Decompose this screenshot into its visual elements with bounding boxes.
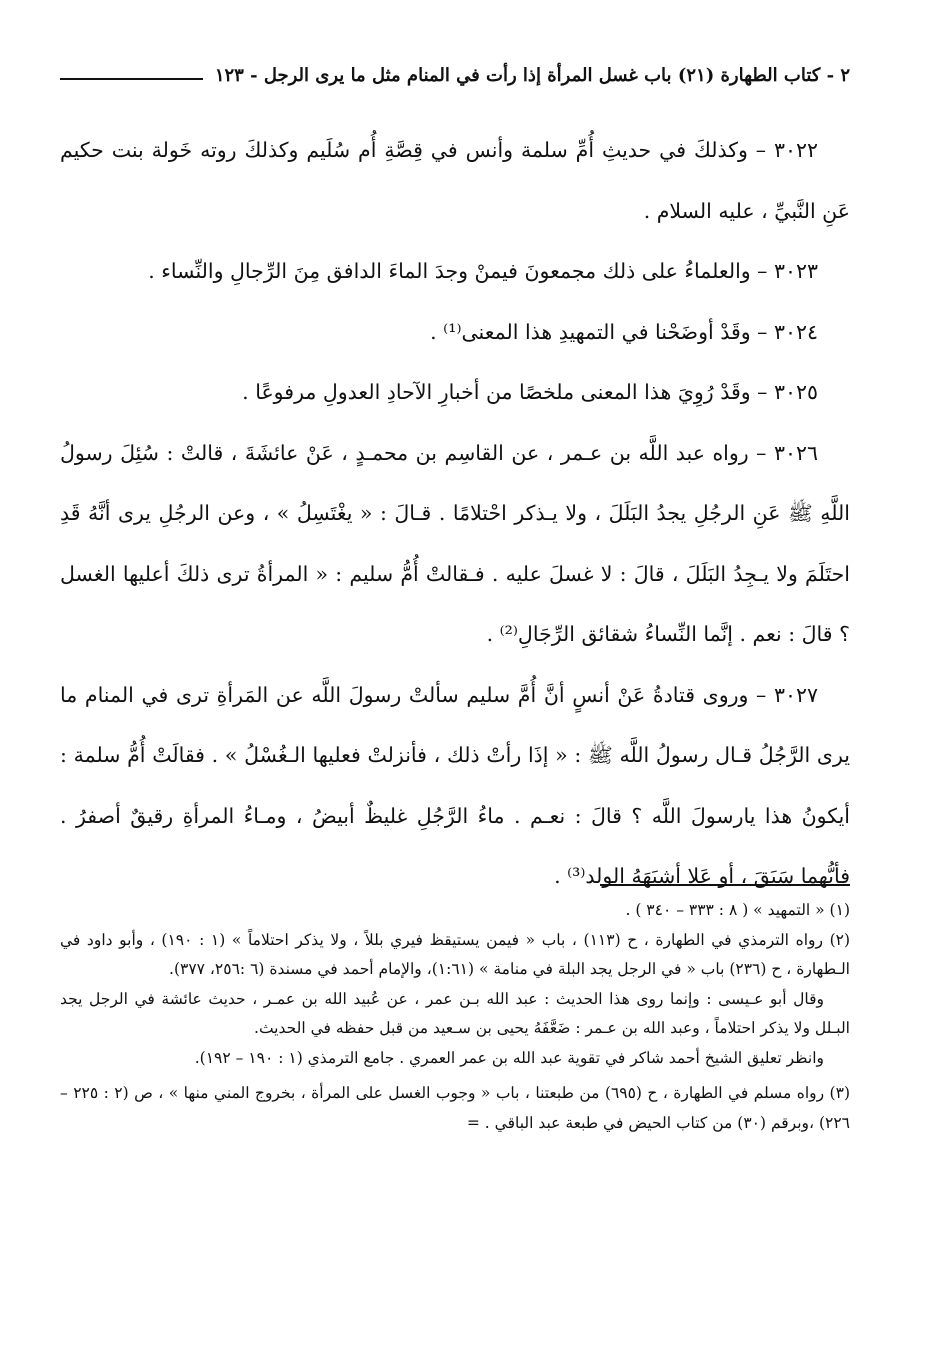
footnote-separator xyxy=(600,884,850,886)
book-page xyxy=(60,0,850,1362)
footnotes xyxy=(60,896,850,1138)
paragraph-3025: ٣٠٢٥ – وقَدْ رُوِيَ هذا المعنى ملخصًا من أخبارِ الآحادِ العدولِ مرفوعًا . xyxy=(242,380,818,404)
footnote-1: (١) « التمهيد » ( ٨ : ٣٣٣ – ٣٤٠ ) . xyxy=(625,901,850,919)
paragraph-3022: ٣٠٢٢ – وكذلكَ في حديثِ أُمِّ سلمة وأنس في قِصَّةِ أُم سُلَيم وكذلكَ روته خَولة بنت حكيم عَنِ النَّبيِّ ، عليه السلام . xyxy=(60,138,850,223)
main-text xyxy=(60,120,850,907)
footnote-2-comment: وقال أبو عـيسى : وإنما روى هذا الحديث : عبد الله بـن عمر ، عن عُبيد الله بن عمـر ، حديث عائشة في الرجل يجد البـلل ولا يذكر احتلاماً ، وعبد الله بن عـمر : ضَعَّفَهُ يحيى بن سـعيد من قبل حفظه في الحديث. xyxy=(60,989,850,1037)
footnote-3: (٣) رواه مسلم في الطهارة ، ح (٦٩٥) من طبعتنا ، باب « وجوب الغسل على المرأة ، بخروج المني منها » ، ص (٢ : ٢٢٥ – ٢٢٦) ،وبرقم (٣٠) من كتاب الحيض في طبعة عبد الباقي . = xyxy=(60,1084,850,1132)
footnote-2-reference: وانظر تعليق الشيخ أحمد شاكر في تقوية عبد الله بن عمر العمري . جامع الترمذي (١ : ١٩٠ – ١٩٢). xyxy=(194,1048,824,1067)
paragraph-3024: ٣٠٢٤ – وقَدْ أوضَحْنا في التمهيدِ هذا المعنى⁽¹⁾ . xyxy=(430,319,818,344)
paragraph-3023: ٣٠٢٣ – والعلماءُ على ذلك مجمعونَ فيمنْ وجدَ الماءَ الدافق مِنَ الرِّجالِ والنِّساء . xyxy=(148,259,818,283)
header-rule xyxy=(60,78,203,80)
header-title: ٢ - كتاب الطهارة (٢١) باب غسل المرأة إذا رأت في المنام مثل ما يرى الرجل - ١٢٣ xyxy=(214,65,850,86)
paragraph-3026: ٣٠٢٦ – رواه عبد اللَّه بن عـمر ، عن القاسِم بن محمـدٍ ، عَنْ عائشَةَ ، قالتْ : سُئِلَ رسولُ اللَّهِ ﷺ عَنِ الرجُلِ يجدُ البَلَلَ ، ولا يـذكر احْتلامًا . قـالَ : « يغْتَسِلُ » ، وعن الرجُلِ يرى أنَّهُ قَدِ احتَلَمَ ولا يـجِدُ البَلَلَ ، قالَ : لا غسلَ عليه . فـقالتْ أُمُّ سليم : « المرأةُ ترى ذلكَ أعليها الغسل ؟ قالَ : نعم . إنَّما النِّساءُ شقائق الرِّجَالِ⁽²⁾ . xyxy=(60,440,850,646)
footnote-2: (٢) رواه الترمذي في الطهارة ، ح (١١٣) ، باب « فيمن يستيقظ فيري بللاً ، ولا يذكر احتلاماً » (١ : ١٩٠) ، وأبو داود في الـطهارة ، ح (٢٣٦) باب « في الرجل يجد البلة في منامة » (١:٦١)، والإمام أحمد في مسندة (٦ :٢٥٦، ٣٧٧). xyxy=(60,930,851,978)
paragraph-3027: ٣٠٢٧ – وروى قتادةُ عَنْ أنسٍ أنَّ أُمَّ سليم سألتْ رسولَ اللَّه عن المَرأةِ ترى في المنام ما يرى الرَّجُلُ قـال رسولُ اللَّه ﷺ : « إذَا رأتْ ذلك ، فأنزلتْ فعليها الـغُسْلُ » . فقالَتْ أُمُّ سلمة : أيكونُ هذا يارسولَ اللَّه ؟ قالَ : نعـم . ماءُ الرَّجُلِ غليظٌ أبيضُ ، ومـاءُ المرأةِ رقيقٌ أصفرُ . فأيُّهما سَبَقَ ، أو عَلا أشبَهَهُ الولد⁽³⁾ . xyxy=(60,682,850,888)
running-header xyxy=(60,52,850,86)
